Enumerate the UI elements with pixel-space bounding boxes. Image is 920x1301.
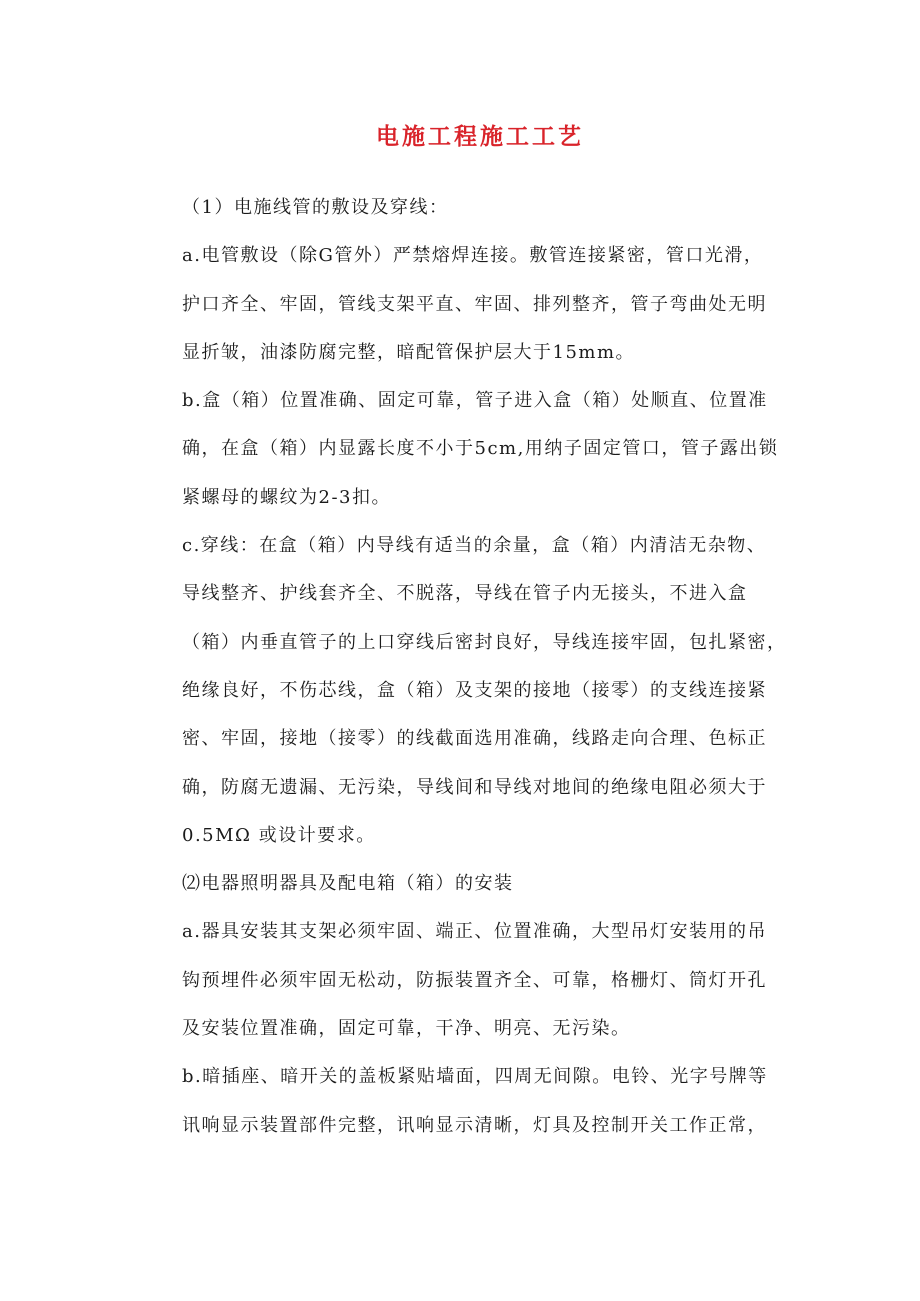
text-line: b.盒（箱）位置准确、固定可靠，管子进入盒（箱）处顺直、位置准	[182, 390, 768, 412]
text-line: 显折皱，油漆防腐完整，暗配管保护层大于15mm。	[182, 341, 636, 363]
text-line: （箱）内垂直管子的上口穿线后密封良好，导线连接牢固，包扎紧密，	[182, 631, 787, 653]
text-line: 确，防腐无遗漏、无污染，导线间和导线对地间的绝缘电阻必须大于	[182, 776, 767, 798]
paragraph-1c	[182, 522, 794, 860]
text-line: 护口齐全、牢固，管线支架平直、牢固、排列整齐，管子弯曲处无明	[182, 293, 767, 315]
text-line: b.暗插座、暗开关的盖板紧贴墙面，四周无间隙。电铃、光字号牌等	[182, 1066, 768, 1088]
text-line: （1）电施线管的敷设及穿线：	[182, 197, 449, 218]
document-body	[182, 184, 794, 1150]
text-line: c.穿线：在盒（箱）内导线有适当的余量，盒（箱）内清洁无杂物、	[182, 535, 767, 557]
text-line: 确，在盒（箱）内显露长度不小于5cm,用纳子固定管口，管子露出锁	[182, 438, 779, 460]
section-2-heading	[182, 860, 794, 908]
paragraph-1a	[182, 232, 794, 377]
text-line: 密、牢固，接地（接零）的线截面选用准确，线路走向合理、色标正	[182, 728, 767, 750]
text-line: 讯响显示装置部件完整，讯响显示清晰，灯具及控制开关工作正常，	[182, 1114, 767, 1136]
text-line: 绝缘良好，不伤芯线，盒（箱）及支架的接地（接零）的支线连接紧	[182, 679, 767, 701]
text-line: 0.5MΩ 或设计要求。	[182, 824, 376, 846]
text-line: 及安装位置准确，固定可靠，干净、明亮、无污染。	[182, 1018, 631, 1040]
paragraph-1b	[182, 377, 794, 522]
text-line: a.电管敷设（除G管外）严禁熔焊连接。敷管连接紧密，管口光滑，	[182, 245, 764, 267]
text-line: ⑵电器照明器具及配电箱（箱）的安装	[182, 873, 514, 895]
section-1-heading	[182, 184, 794, 232]
document-title: 电施工程施工工艺	[376, 123, 584, 150]
text-line: a.器具安装其支架必须牢固、端正、位置准确，大型吊灯安装用的吊	[182, 921, 767, 943]
paragraph-2a	[182, 908, 794, 1053]
text-line: 导线整齐、护线套齐全、不脱落，导线在管子内无接头，不进入盒	[182, 583, 748, 605]
text-line: 钩预埋件必须牢固无松动，防振装置齐全、可靠，格栅灯、筒灯开孔	[182, 969, 767, 991]
paragraph-2b	[182, 1053, 794, 1150]
text-line: 紧螺母的螺纹为2-3扣。	[182, 486, 391, 508]
